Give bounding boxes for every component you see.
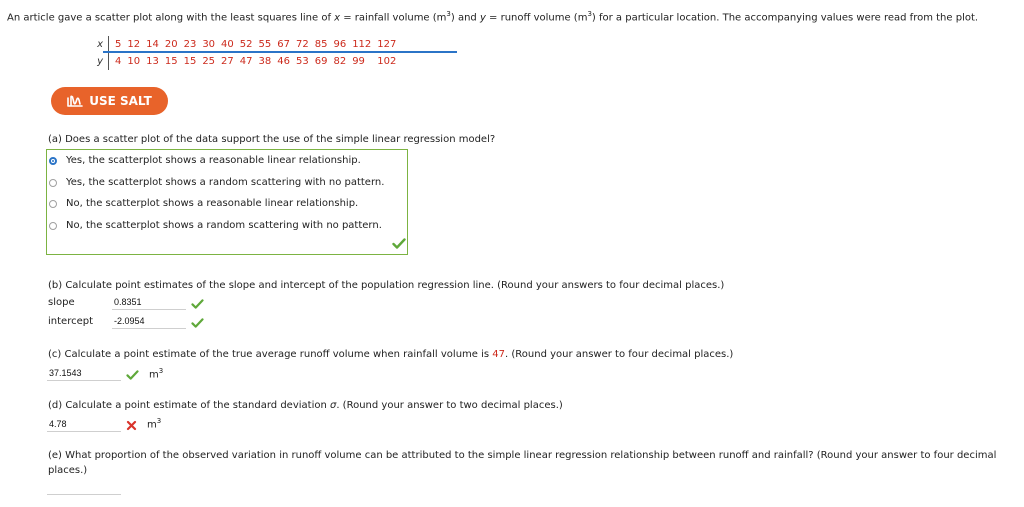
choice-2-label: Yes, the scatterplot shows a random scattering with no pattern. bbox=[66, 177, 385, 188]
choice-3-radio[interactable] bbox=[49, 200, 57, 208]
x-value-cell: 40 bbox=[221, 39, 234, 50]
part-e-question-line1: (e) What proportion of the observed variation in runoff volume can be attributed to the simple linear regression relationship between runoff and rainfall? (Round your answer to four decimal bbox=[48, 450, 997, 461]
salt-logo-icon bbox=[67, 95, 83, 107]
x-value-cell: 20 bbox=[164, 39, 178, 50]
part-e-question-line2: places.) bbox=[48, 465, 88, 476]
y-value-cell: 99 bbox=[352, 56, 365, 67]
choice-4-label: No, the scatterplot shows a random scattering with no pattern. bbox=[66, 220, 382, 231]
choice-3[interactable] bbox=[49, 198, 358, 209]
y-value-cell: 38 bbox=[258, 56, 272, 67]
x-value-cell: 23 bbox=[183, 39, 197, 50]
x-value-cell: 112 bbox=[352, 39, 372, 50]
part-c-question: (c) Calculate a point estimate of the true average runoff volume when rainfall volume is 47. (Round your answer to four decimal places.) bbox=[48, 349, 734, 360]
choice-1-label: Yes, the scatterplot shows a reasonable linear relationship. bbox=[66, 155, 361, 166]
intercept-input[interactable] bbox=[112, 315, 186, 329]
x-value-cell: 30 bbox=[202, 39, 216, 50]
part-d-unit: $m^3$ bbox=[147, 417, 162, 431]
part-e-input[interactable] bbox=[47, 481, 121, 495]
x-value-cell: 85 bbox=[314, 39, 328, 50]
use-salt-button[interactable] bbox=[51, 87, 168, 115]
y-row-label: y bbox=[86, 53, 109, 70]
part-a-choices bbox=[46, 149, 408, 255]
part-c-input[interactable] bbox=[47, 367, 121, 381]
intercept-label: intercept bbox=[48, 316, 93, 327]
y-value-cell: 15 bbox=[183, 56, 197, 67]
x-value-cell: 52 bbox=[239, 39, 253, 50]
rainfall-value: 47 bbox=[492, 349, 506, 360]
x-value-cell: 12 bbox=[127, 39, 141, 50]
choice-2[interactable] bbox=[49, 177, 384, 188]
part-d-question: (d) Calculate a point estimate of the standard deviation σ. (Round your answer to two decimal places.) bbox=[48, 400, 563, 411]
data-table bbox=[86, 36, 396, 70]
part-a-question: (a) Does a scatter plot of the data support the use of the simple linear regression model? bbox=[48, 134, 496, 145]
part-d-input[interactable] bbox=[47, 418, 121, 432]
y-value-cell: 15 bbox=[164, 56, 178, 67]
choice-4[interactable] bbox=[49, 220, 382, 231]
x-value-cell: 14 bbox=[146, 39, 159, 50]
y-value-cell: 69 bbox=[314, 56, 328, 67]
choice-2-radio[interactable] bbox=[49, 179, 57, 187]
y-value-cell: 47 bbox=[239, 56, 253, 67]
y-value-cell: 25 bbox=[202, 56, 216, 67]
intercept-correct-check-icon bbox=[191, 318, 204, 328]
y-value-cell: 53 bbox=[295, 56, 309, 67]
part-c-unit: $m^3$ bbox=[149, 367, 164, 381]
use-salt-label: USE SALT bbox=[89, 94, 152, 108]
y-value-cell: 27 bbox=[221, 56, 234, 67]
part-b-question: (b) Calculate point estimates of the slope and intercept of the population regression line. (Round your answers to four decimal places.) bbox=[48, 280, 725, 291]
slope-label: slope bbox=[48, 297, 75, 308]
slope-input[interactable] bbox=[112, 296, 186, 310]
x-value-cell: 67 bbox=[277, 39, 290, 50]
choice-1-radio[interactable] bbox=[49, 157, 57, 165]
y-value-cell: 4 bbox=[115, 56, 122, 67]
x-value-cell: 96 bbox=[333, 39, 347, 50]
problem-intro: An article gave a scatter plot along with the least squares line of x = rainfall volume $(m^3)$ and y = runoff volume $(m^3)$ for a particular location. The accompanying values were read from the plot. bbox=[7, 10, 979, 24]
y-value-cell: 102 bbox=[377, 56, 397, 67]
choice-4-radio[interactable] bbox=[49, 222, 57, 230]
choice-3-label: No, the scatterplot shows a reasonable linear relationship. bbox=[66, 198, 359, 209]
y-value-cell: 10 bbox=[127, 56, 141, 67]
x-value-cell: 5 bbox=[115, 39, 122, 50]
x-value-cell: 127 bbox=[377, 39, 397, 50]
y-value-cell: 46 bbox=[277, 56, 290, 67]
part-d-wrong-x-icon bbox=[126, 420, 137, 431]
x-row-label: x bbox=[86, 36, 109, 53]
table-divider bbox=[103, 51, 457, 53]
part-c-correct-check-icon bbox=[126, 370, 139, 380]
choice-1[interactable] bbox=[49, 155, 361, 166]
y-value-cell: 82 bbox=[333, 56, 347, 67]
x-value-cell: 55 bbox=[258, 39, 272, 50]
y-row bbox=[86, 53, 396, 70]
y-value-cell: 13 bbox=[146, 56, 159, 67]
x-value-cell: 72 bbox=[295, 39, 309, 50]
part-a-correct-check-icon bbox=[392, 238, 406, 249]
sigma-symbol: σ bbox=[329, 400, 337, 411]
slope-correct-check-icon bbox=[191, 299, 204, 309]
